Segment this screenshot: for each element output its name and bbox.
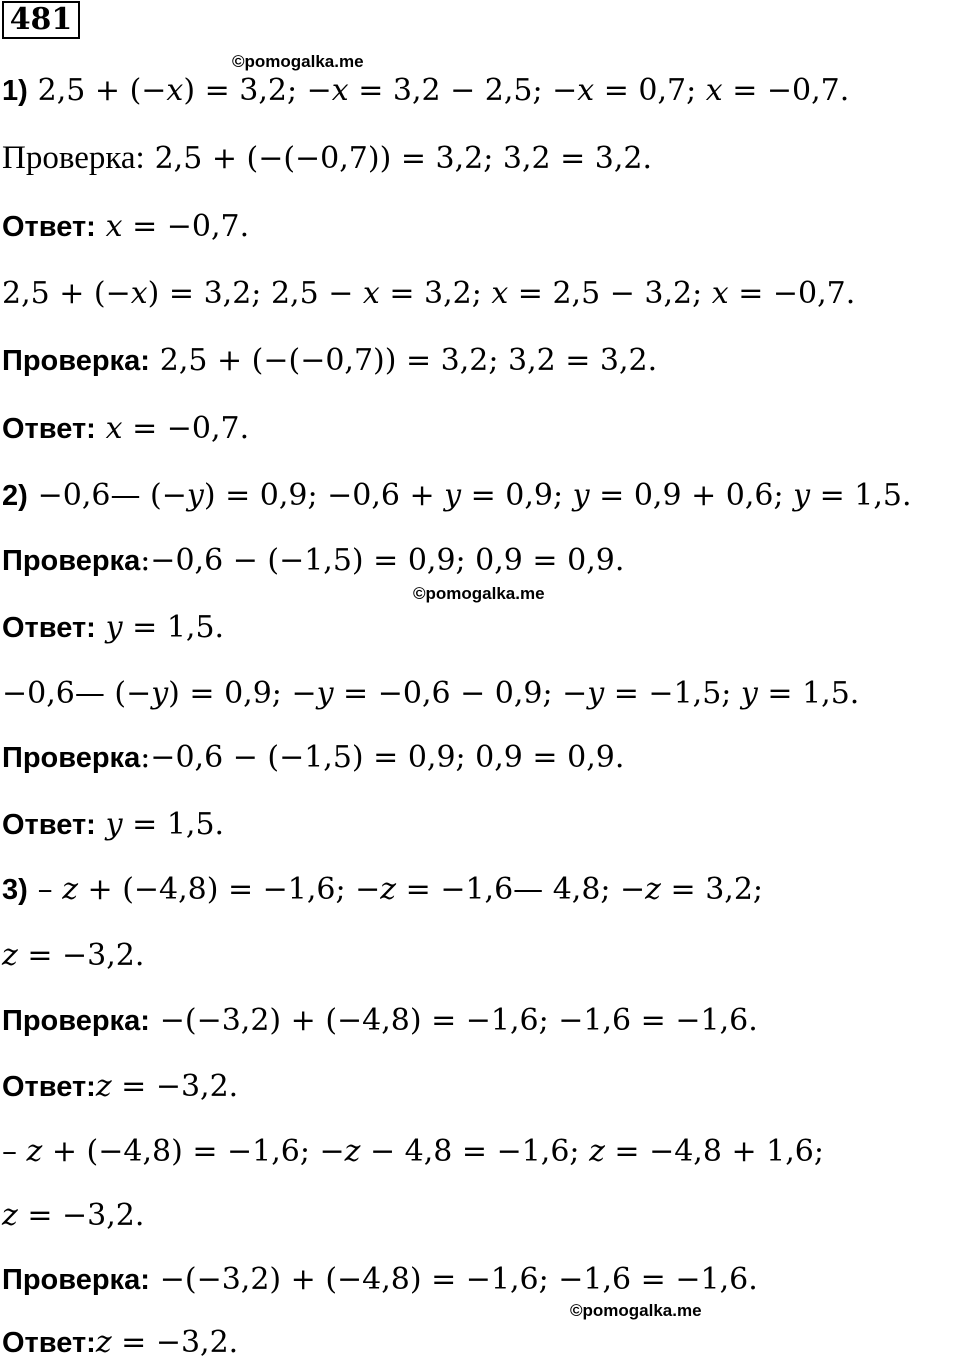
- solution-line: [2, 804, 224, 845]
- check-label: Проверка:: [2, 345, 150, 377]
- equation: 𝑥 = −0,7.: [105, 209, 250, 244]
- solution-line: [2, 340, 657, 381]
- equation: 𝑧 = −3,2.: [2, 1198, 145, 1233]
- task-number-box: 481: [2, 1, 80, 39]
- solution-line: [2, 935, 144, 976]
- solution-line: [2, 1066, 238, 1107]
- equation: 2,5 + (−(−0,7)) = 3,2; 3,2 = 3,2.: [154, 141, 653, 176]
- equation: 𝑦 = 1,5.: [105, 807, 225, 842]
- solution-line: [2, 869, 763, 910]
- check-label: Проверка: [2, 742, 141, 774]
- solution-line: [2, 408, 249, 449]
- answer-label: Ответ:: [2, 612, 96, 644]
- answer-label: Ответ:: [2, 809, 96, 841]
- item-number: 1): [2, 75, 28, 107]
- solution-line: [2, 273, 855, 314]
- item-number: 2): [2, 480, 28, 512]
- check-label: Проверка:: [2, 1264, 150, 1296]
- answer-label: Ответ:: [2, 413, 96, 445]
- solution-line: [2, 673, 859, 714]
- equation: 2,5 + (−𝑥) = 3,2; 2,5 − 𝑥 = 3,2; 𝑥 = 2,5 − 3,2; 𝑥 = −0,7.: [2, 276, 856, 311]
- solution-line: [2, 737, 624, 778]
- equation: −(−3,2) + (−4,8) = −1,6; −1,6 = −1,6.: [159, 1003, 758, 1038]
- solution-line: [2, 1259, 758, 1300]
- answer-label: Ответ:: [2, 1071, 96, 1103]
- equation: −(−3,2) + (−4,8) = −1,6; −1,6 = −1,6.: [159, 1262, 758, 1297]
- watermark: ©pomogalka.me: [570, 1301, 702, 1320]
- solution-line: [2, 475, 912, 516]
- watermark: ©pomogalka.me: [413, 584, 545, 603]
- check-label: Проверка: [2, 545, 141, 577]
- watermark: ©pomogalka.me: [232, 52, 364, 71]
- solution-line: [2, 540, 624, 581]
- equation: 𝑧 = −3,2.: [95, 1069, 239, 1104]
- check-label: Проверка:: [2, 140, 145, 176]
- equation: 2,5 + (−𝑥) = 3,2; −𝑥 = 3,2 − 2,5; −𝑥 = 0,7; 𝑥 = −0,7.: [37, 73, 850, 108]
- solution-line: [2, 1000, 758, 1041]
- equation: :−0,6 − (−1,5) = 0,9; 0,9 = 0,9.: [140, 543, 625, 578]
- equation: – 𝑧 + (−4,8) = −1,6; −𝑧 − 4,8 = −1,6; 𝑧 = −4,8 + 1,6;: [2, 1134, 824, 1169]
- item-number: 3): [2, 874, 28, 906]
- equation: 𝑧 = −3,2.: [2, 938, 145, 973]
- equation: 𝑥 = −0,7.: [105, 411, 250, 446]
- solution-line: [2, 138, 652, 179]
- answer-label: Ответ:: [2, 211, 96, 243]
- answer-label: Ответ:: [2, 1327, 96, 1359]
- check-label: Проверка:: [2, 1005, 150, 1037]
- solution-line: [2, 607, 224, 648]
- solution-line: [2, 206, 249, 247]
- solution-line: [2, 70, 849, 111]
- equation: 𝑧 = −3,2.: [95, 1325, 239, 1360]
- solution-line: [2, 1322, 238, 1363]
- solution-line: [2, 1131, 824, 1172]
- equation: −0,6— (−𝑦) = 0,9; −0,6 + 𝑦 = 0,9; 𝑦 = 0,9 + 0,6; 𝑦 = 1,5.: [37, 478, 912, 513]
- equation: 2,5 + (−(−0,7)) = 3,2; 3,2 = 3,2.: [159, 343, 658, 378]
- solution-line: [2, 1195, 144, 1236]
- equation: – 𝑧 + (−4,8) = −1,6; −𝑧 = −1,6— 4,8; −𝑧 = 3,2;: [37, 872, 764, 907]
- equation: 𝑦 = 1,5.: [105, 610, 225, 645]
- equation: :−0,6 − (−1,5) = 0,9; 0,9 = 0,9.: [140, 740, 625, 775]
- equation: −0,6— (−𝑦) = 0,9; −𝑦 = −0,6 − 0,9; −𝑦 = −1,5; 𝑦 = 1,5.: [2, 676, 860, 711]
